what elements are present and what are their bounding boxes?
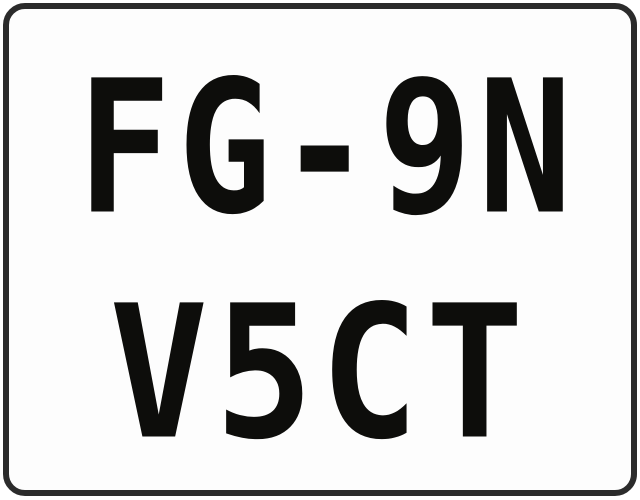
plate-line-1: FG-9N (77, 41, 579, 256)
license-plate (3, 3, 637, 496)
plate-line-2: V5CT (109, 266, 531, 481)
